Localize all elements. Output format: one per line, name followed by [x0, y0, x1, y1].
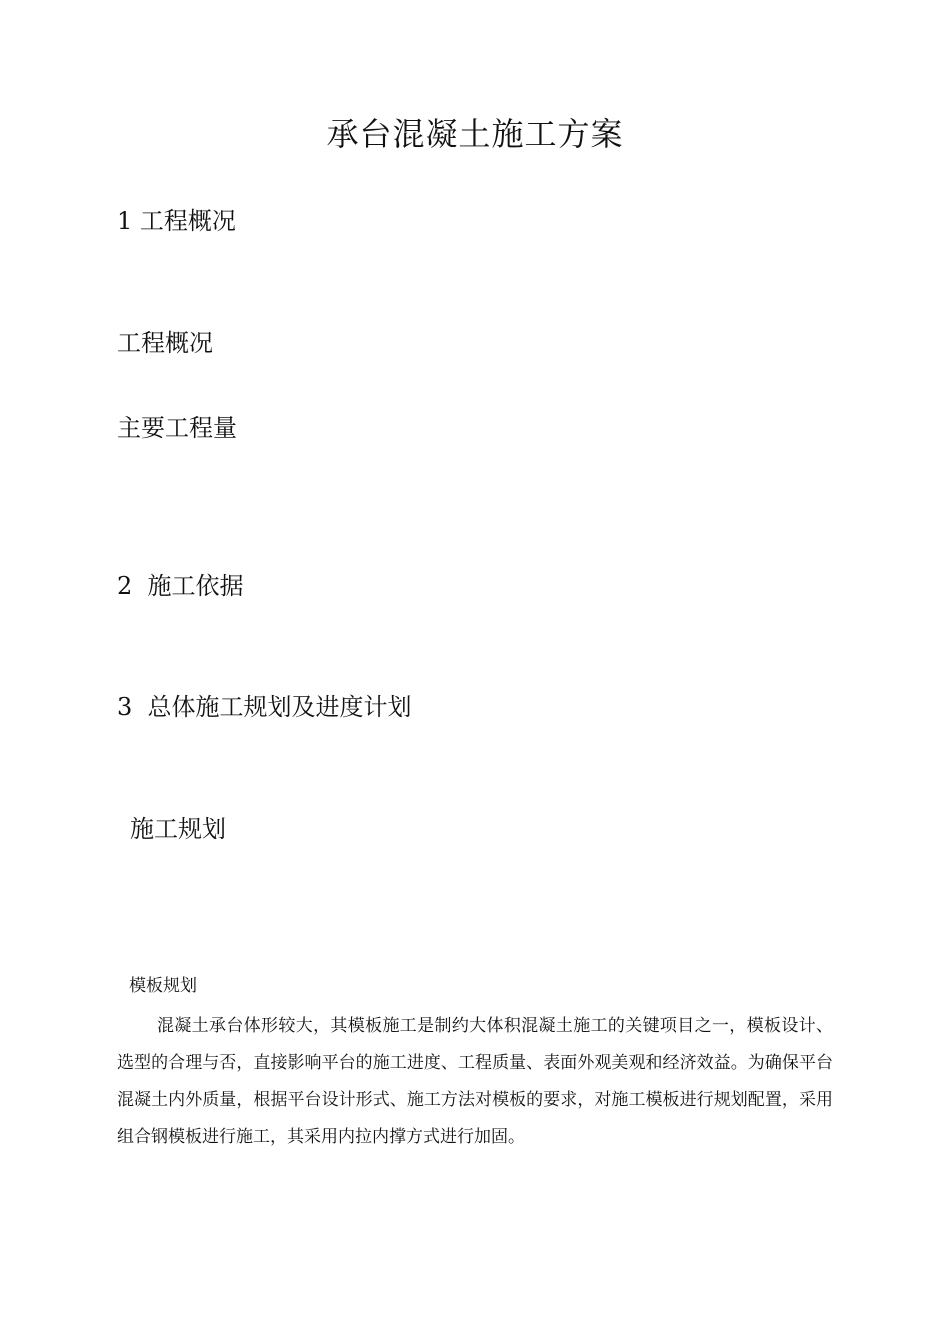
subheading-construction-planning: 施工规划 [130, 815, 226, 843]
section-heading-planning: 3 总体施工规划及进度计划 [117, 693, 412, 721]
section-heading-basis: 2 施工依据 [117, 572, 244, 600]
subheading-formwork-planning: 模板规划 [129, 976, 197, 996]
subheading-project-overview: 工程概况 [117, 329, 213, 357]
body-paragraph: 混凝土承台体形较大，其模板施工是制约大体积混凝土施工的关键项目之一，模板设计、选型的合理与否，直接影响平台的施工进度、工程质量、表面外观美观和经济效益。为确保平台混凝土内外质量，根据平台设计形式、施工方法对模板的要求，对施工模板进行规划配置，采用组合钢模板进行施工，其采用内拉内撑方式进行加固。 [117, 1016, 833, 1147]
section-heading-overview: 1 工程概况 [117, 207, 236, 235]
document-title: 承台混凝土施工方案 [326, 115, 624, 153]
subheading-main-quantities: 主要工程量 [117, 414, 237, 442]
